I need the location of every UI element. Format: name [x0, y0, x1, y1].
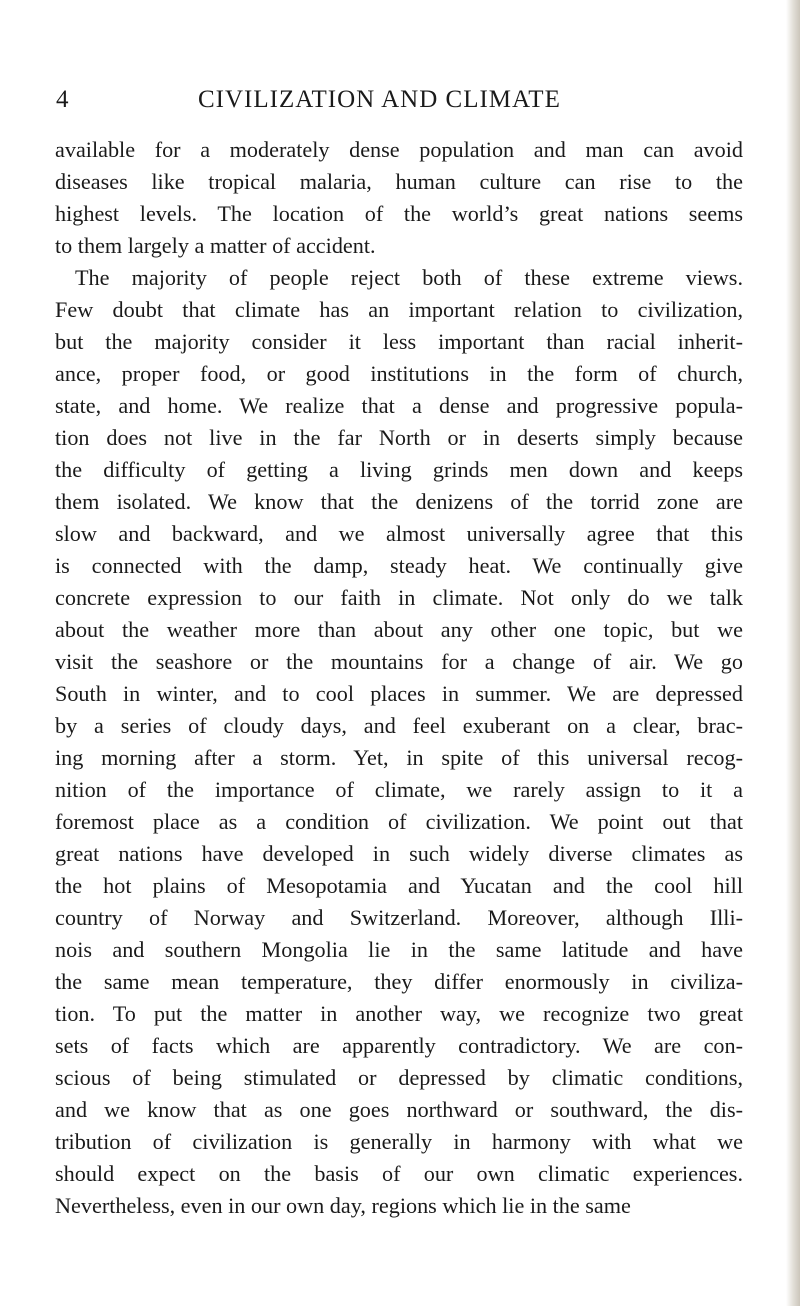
text-line: nois and southern Mongolia lie in the same latitude and have [55, 937, 743, 962]
text-line: to them largely a matter of accident. [55, 233, 376, 258]
running-title: CIVILIZATION AND CLIMATE [198, 86, 561, 113]
text-line: Nevertheless, even in our own day, regions which lie in the same [55, 1193, 631, 1218]
text-line: South in winter, and to cool places in summer. We are depressed [55, 681, 743, 706]
text-line: concrete expression to our faith in climate. Not only do we talk [55, 585, 743, 610]
text-line: tion does not live in the far North or in deserts simply because [55, 425, 743, 450]
text-line: scious of being stimulated or depressed by climatic conditions, [55, 1065, 743, 1090]
text-line: available for a moderately dense population and man can avoid [55, 137, 743, 162]
text-line: the same mean temperature, they differ enormously in civiliza- [55, 969, 743, 994]
body-text [55, 134, 743, 1222]
text-line: country of Norway and Switzerland. Moreover, although Illi- [55, 905, 743, 930]
text-line: the hot plains of Mesopotamia and Yucatan and the cool hill [55, 873, 743, 898]
text-line: visit the seashore or the mountains for a change of air. We go [55, 649, 743, 674]
text-line: highest levels. The location of the world’s great nations seems [55, 201, 743, 226]
text-line: by a series of cloudy days, and feel exuberant on a clear, brac- [55, 713, 743, 738]
text-line: nition of the importance of climate, we rarely assign to it a [55, 777, 743, 802]
text-line: tribution of civilization is generally in harmony with what we [55, 1129, 743, 1154]
text-line: but the majority consider it less important than racial inherit- [55, 329, 743, 354]
text-line: should expect on the basis of our own climatic experiences. [55, 1161, 743, 1186]
text-line: ing morning after a storm. Yet, in spite of this universal recog- [55, 745, 743, 770]
page-number: 4 [56, 86, 69, 113]
text-line: tion. To put the matter in another way, we recognize two great [55, 1001, 743, 1026]
text-line: sets of facts which are apparently contradictory. We are con- [55, 1033, 743, 1058]
text-line: great nations have developed in such widely diverse climates as [55, 841, 743, 866]
text-line: about the weather more than about any other one topic, but we [55, 617, 743, 642]
text-line: them isolated. We know that the denizens of the torrid zone are [55, 489, 743, 514]
text-line: is connected with the damp, steady heat. We continually give [55, 553, 743, 578]
text-line: Few doubt that climate has an important relation to civilization, [55, 297, 743, 322]
text-line: ance, proper food, or good institutions in the form of church, [55, 361, 743, 386]
text-line: The majority of people reject both of these extreme views. [75, 265, 743, 290]
text-line: and we know that as one goes northward or southward, the dis- [55, 1097, 743, 1122]
text-line: foremost place as a condition of civilization. We point out that [55, 809, 743, 834]
text-line: the difficulty of getting a living grinds men down and keeps [55, 457, 743, 482]
text-line: slow and backward, and we almost universally agree that this [55, 521, 743, 546]
page-header [0, 86, 800, 126]
page-edge-shadow [786, 0, 800, 1306]
text-line: state, and home. We realize that a dense and progressive popula- [55, 393, 743, 418]
text-line: diseases like tropical malaria, human culture can rise to the [55, 169, 743, 194]
